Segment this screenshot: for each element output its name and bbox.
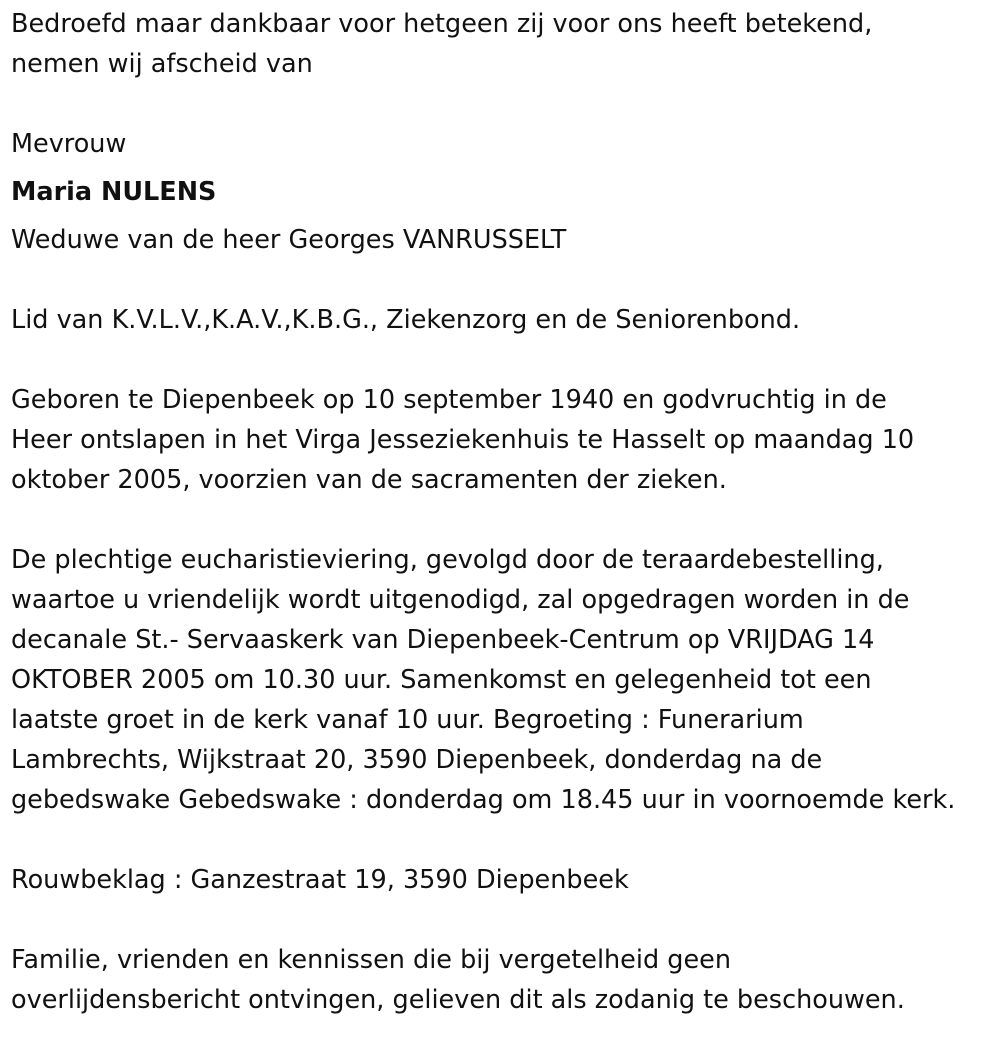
spacer <box>11 500 996 540</box>
closing-paragraph: Familie, vrienden en kennissen die bij vergetelheid geen overlijdensbericht ontvingen, gelieven dit als zodanig te beschouwen. <box>11 945 905 1015</box>
obituary-notice <box>11 4 996 1020</box>
membership-line: Lid van K.V.L.V.,K.A.V.,K.B.G., Ziekenzorg en de Seniorenbond. <box>11 305 801 335</box>
intro-text: Bedroefd maar dankbaar voor hetgeen zij voor ons heeft betekend, nemen wij afscheid van <box>11 9 873 79</box>
birth-death-paragraph: Geboren te Diepenbeek op 10 september 1940 en godvruchtig in de Heer ontslapen in het Virga Jesseziekenhuis te Hasselt op maandag 10 oktober 2005, voorzien van de sacramenten der zieken. <box>11 385 915 495</box>
spacer <box>11 260 996 300</box>
spouse-line: Weduwe van de heer Georges VANRUSSELT <box>11 225 567 255</box>
spacer <box>11 84 996 124</box>
deceased-name: Maria NULENS <box>11 177 217 207</box>
condolence-address: Rouwbeklag : Ganzestraat 19, 3590 Diepenbeek <box>11 865 629 895</box>
salutation: Mevrouw <box>11 129 127 159</box>
ceremony-paragraph: De plechtige eucharistieviering, gevolgd door de teraardebestelling, waartoe u vriendelijk wordt uitgenodigd, zal opgedragen worden in de decanale St.- Servaaskerk van Diepenbeek-Centrum op VRIJDAG 14 OKTOBER 2005 om 10.30 uur. Samenkomst en gelegenheid tot een laatste groet in de kerk vanaf 10 uur. Begroeting : Funerarium Lambrechts, Wijkstraat 20, 3590 Diepenbeek, donderdag na de gebedswake Gebedswake : donderdag om 18.45 uur in voornoemde kerk. <box>11 545 956 815</box>
spacer <box>11 820 996 860</box>
spacer <box>11 340 996 380</box>
spacer <box>11 900 996 940</box>
